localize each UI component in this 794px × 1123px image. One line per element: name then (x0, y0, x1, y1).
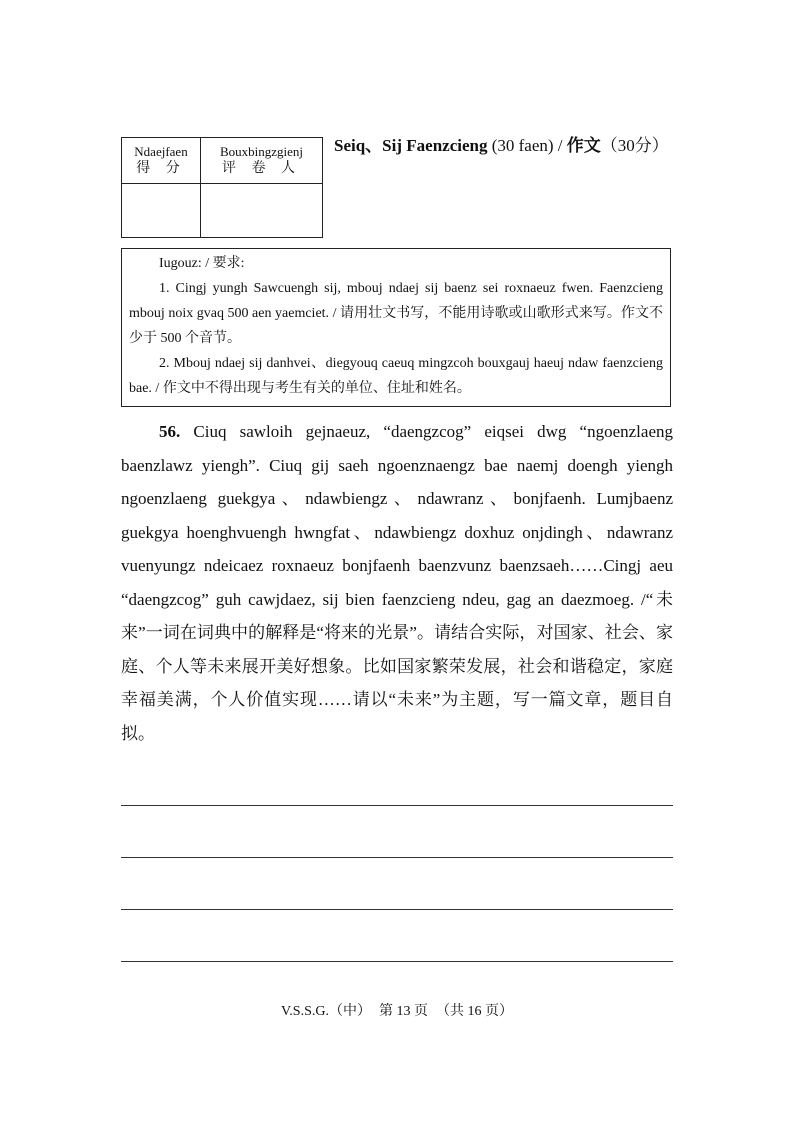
page-footer (0, 1003, 794, 1021)
footer-page-number: 第 13 页 (379, 1004, 428, 1019)
grader-header-chinese: 评 卷 人 (222, 161, 301, 176)
answer-line[interactable] (121, 909, 673, 910)
requirement-item-2: 2. Mbouj ndaej sij danhvei、diegyouq caeuq mingzcoh bouxgauj haeuj ndaw faenzcieng bae. / 作文中不得出现与考生有关的单位、住址和姓名。 (129, 356, 663, 396)
section-title (334, 131, 679, 161)
question-text: Ciuq sawloih gejnaeuz, “daengzcog” eiqsei dwg “ngoenzlaeng baenzlawz yiengh”. Ciuq gij saeh ngoenznaengz bae naemj doengh yiengh ngoenzlaeng guekgya、ndawbiengz、ndawranz、bonjfaenh. Lumjbaenz guekgya hoenghvuengh hwngfat、ndawbiengz doxhuz onjdingh、ndawranz vuenyungz ndeicaez roxnaeuz bonjfaenh baenzvunz baenzsaeh……Cingj aeu “daengzcog” guh cawjdaez, sij bien faenzcieng ndeu, gag an daezmoeg. /“未来”一词在词典中的解释是“将来的光景”。请结合实际，对国家、社会、家庭、个人等未来展开美好想象。比如国家繁荣发展，社会和谐稳定，家庭幸福美满，个人价值实现……请以“未来”为主题，写一篇文章，题目自拟。 (121, 422, 673, 743)
grader-input-cell[interactable] (201, 184, 323, 238)
question-number: 56. (159, 422, 181, 441)
grader-header-zhuang: Bouxbingzgienj (219, 144, 304, 159)
score-header-cell (122, 138, 201, 184)
answer-line[interactable] (121, 857, 673, 858)
section-title-chinese: 作文 (566, 136, 601, 155)
answer-line[interactable] (121, 805, 673, 806)
section-title-chinese-points: （30分） (600, 136, 669, 155)
footer-exam-code: V.S.S.G.（中） (281, 1004, 371, 1019)
grader-header-cell (201, 138, 323, 184)
requirements-box (121, 248, 671, 407)
section-title-bold: Seiq、Sij Faenzcieng (334, 136, 488, 155)
requirements-heading: Iugouz: / 要求: (159, 256, 245, 271)
score-input-cell[interactable] (122, 184, 201, 238)
question-56 (121, 415, 673, 750)
answer-line[interactable] (121, 961, 673, 962)
requirement-item-1: 1. Cingj yungh Sawcuengh sij, mbouj ndaej sij baenz sei roxnaeuz fwen. Faenzcieng mbouj noix gvaq 500 aen yaemciet. / 请用壮文书写，不能用诗歌或山歌形式来写。作文不少于 500 个音节。 (129, 281, 663, 346)
footer-total-pages: （共 16 页） (436, 1004, 513, 1019)
section-title-points: (30 faen) / (487, 136, 567, 155)
score-table (121, 137, 323, 238)
score-header-chinese: 得 分 (136, 161, 186, 176)
score-header-zhuang: Ndaejfaen (134, 144, 188, 159)
